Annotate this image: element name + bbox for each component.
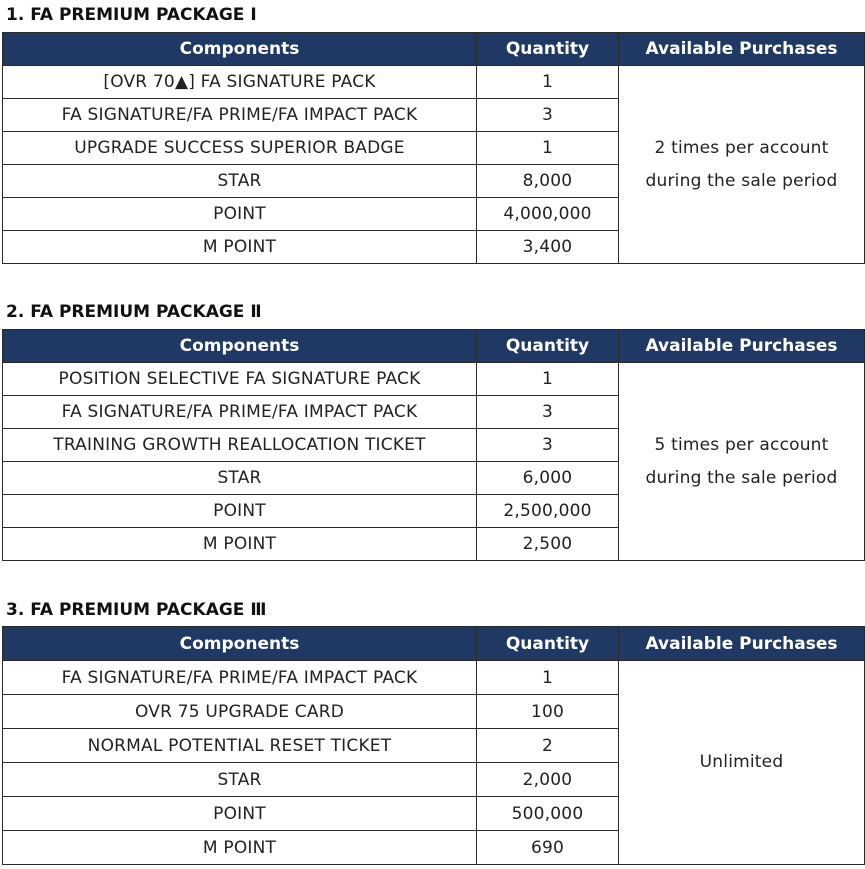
component-cell: M POINT <box>3 831 477 865</box>
header-components: Components <box>3 330 477 363</box>
header-quantity: Quantity <box>477 330 619 363</box>
quantity-cell: 3 <box>477 429 619 462</box>
package-title: 3. FA PREMIUM PACKAGE Ⅲ <box>6 600 267 620</box>
package-title: 2. FA PREMIUM PACKAGE Ⅱ <box>6 302 262 322</box>
component-cell: POINT <box>3 198 477 231</box>
quantity-cell: 1 <box>477 363 619 396</box>
component-cell: TRAINING GROWTH REALLOCATION TICKET <box>3 429 477 462</box>
quantity-cell: 8,000 <box>477 165 619 198</box>
package-table <box>2 329 865 561</box>
availability-cell <box>619 66 865 264</box>
quantity-cell: 2,500 <box>477 528 619 561</box>
header-quantity: Quantity <box>477 627 619 661</box>
quantity-cell: 2,000 <box>477 763 619 797</box>
component-cell: FA SIGNATURE/FA PRIME/FA IMPACT PACK <box>3 396 477 429</box>
header-components: Components <box>3 627 477 661</box>
package-table <box>2 626 865 865</box>
quantity-cell: 690 <box>477 831 619 865</box>
component-cell: FA SIGNATURE/FA PRIME/FA IMPACT PACK <box>3 661 477 695</box>
quantity-cell: 2 <box>477 729 619 763</box>
availability-line-1: 5 times per account <box>654 434 829 455</box>
availability-cell <box>619 661 865 865</box>
quantity-cell: 1 <box>477 66 619 99</box>
component-cell: M POINT <box>3 528 477 561</box>
component-cell: UPGRADE SUCCESS SUPERIOR BADGE <box>3 132 477 165</box>
availability-line-1: 2 times per account <box>654 137 829 158</box>
header-available-purchases: Available Purchases <box>619 330 865 363</box>
component-cell: STAR <box>3 165 477 198</box>
quantity-cell: 1 <box>477 132 619 165</box>
table-row <box>3 66 865 99</box>
availability-line-1: Unlimited <box>699 752 784 772</box>
availability-line-2: during the sale period <box>645 170 838 191</box>
component-cell: STAR <box>3 462 477 495</box>
availability-cell <box>619 363 865 561</box>
availability-line-2: during the sale period <box>645 467 838 488</box>
quantity-cell: 6,000 <box>477 462 619 495</box>
quantity-cell: 3 <box>477 99 619 132</box>
header-available-purchases: Available Purchases <box>619 33 865 66</box>
package-table <box>2 32 865 264</box>
component-cell: FA SIGNATURE/FA PRIME/FA IMPACT PACK <box>3 99 477 132</box>
header-components: Components <box>3 33 477 66</box>
quantity-cell: 500,000 <box>477 797 619 831</box>
component-cell: POSITION SELECTIVE FA SIGNATURE PACK <box>3 363 477 396</box>
component-cell: POINT <box>3 495 477 528</box>
package-title: 1. FA PREMIUM PACKAGE Ⅰ <box>6 5 257 25</box>
header-available-purchases: Available Purchases <box>619 627 865 661</box>
table-row <box>3 363 865 396</box>
quantity-cell: 4,000,000 <box>477 198 619 231</box>
header-quantity: Quantity <box>477 33 619 66</box>
quantity-cell: 100 <box>477 695 619 729</box>
quantity-cell: 3,400 <box>477 231 619 264</box>
quantity-cell: 1 <box>477 661 619 695</box>
quantity-cell: 3 <box>477 396 619 429</box>
component-cell: NORMAL POTENTIAL RESET TICKET <box>3 729 477 763</box>
quantity-cell: 2,500,000 <box>477 495 619 528</box>
component-cell: POINT <box>3 797 477 831</box>
component-cell: [OVR 70▲] FA SIGNATURE PACK <box>3 66 477 99</box>
table-row <box>3 661 865 695</box>
component-cell: OVR 75 UPGRADE CARD <box>3 695 477 729</box>
component-cell: STAR <box>3 763 477 797</box>
component-cell: M POINT <box>3 231 477 264</box>
